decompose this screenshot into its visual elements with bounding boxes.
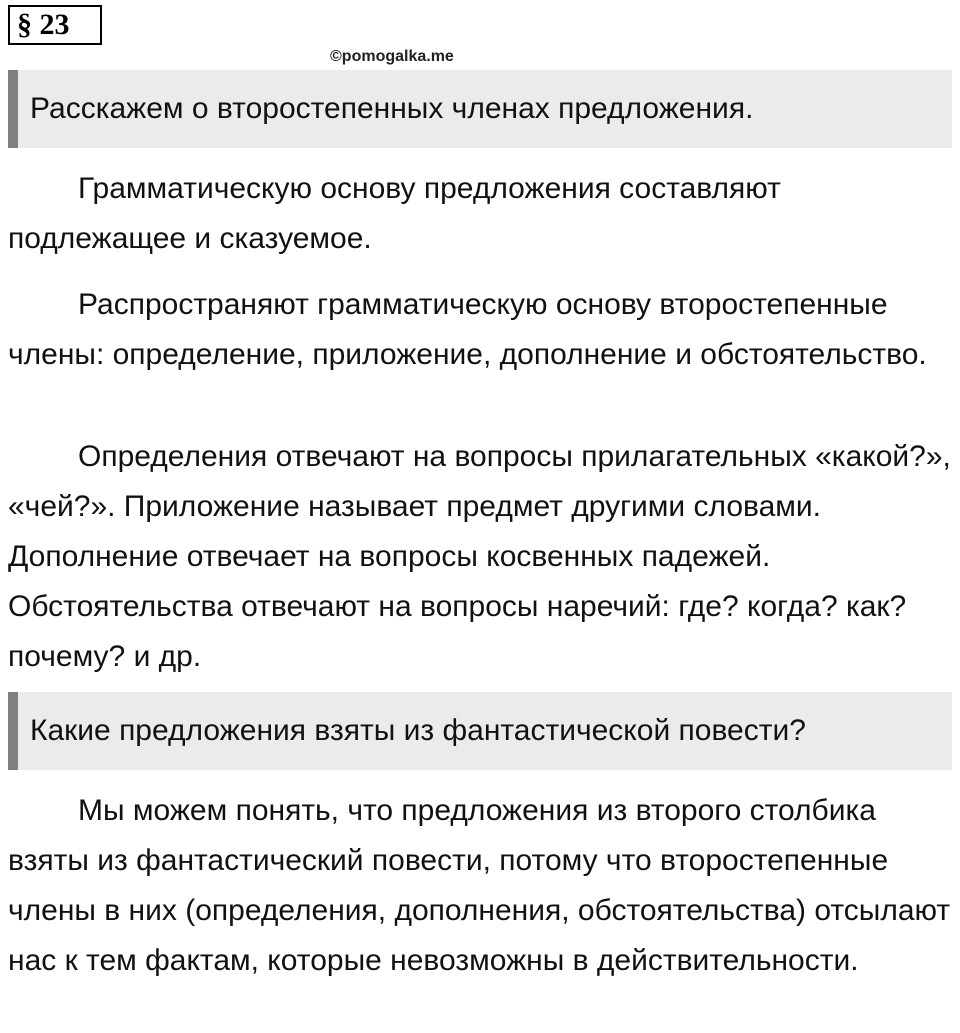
paragraph-member-questions: Определения отвечают на вопросы прилагательных «какой?», «чей?». Приложение называет предмет другими словами. Дополнение отвечает на вопросы косвенных падежей. Обстоятельства отвечают на вопросы наречий: где? когда? как? почему? и др.: [8, 440, 951, 673]
paragraph-secondary-members: Распространяют грамматическую основу второстепенные члены: определение, приложение, дополнение и обстоятельство.: [8, 288, 927, 371]
question-heading-1: Расскажем о второстепенных членах предложения.: [8, 70, 952, 148]
section-number-badge: § 23: [8, 5, 102, 45]
watermark: ©pomogalka.me: [330, 48, 454, 65]
paragraph-grammatical-basis: Грамматическую основу предложения составляют подлежащее и сказуемое.: [8, 172, 781, 255]
answer-paragraph: Мы можем понять, что предложения из второго столбика взяты из фантастический повести, потому что второстепенные члены в них (определения, дополнения, обстоятельства) отсылают нас к тем фактам, которые невозможны в действительности.: [8, 794, 951, 977]
question-heading-2: Какие предложения взяты из фантастической повести?: [8, 692, 952, 770]
